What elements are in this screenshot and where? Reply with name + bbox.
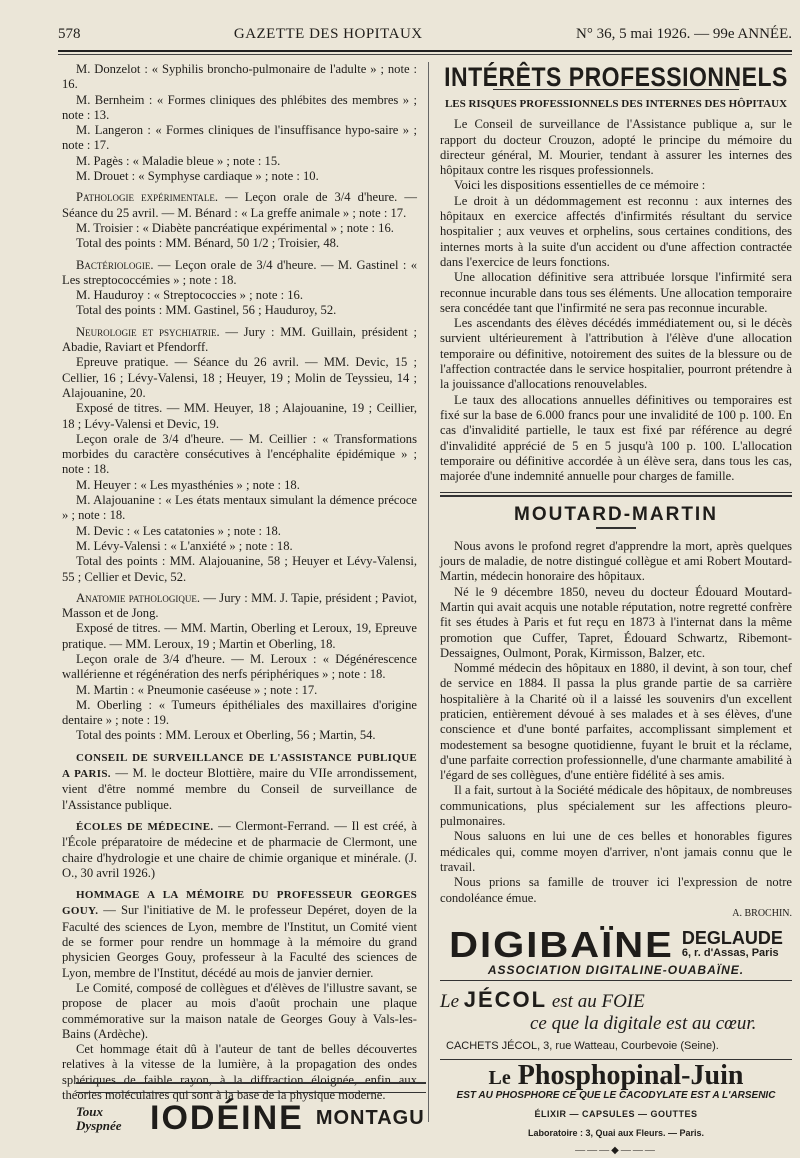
left-paragraph — [62, 154, 417, 169]
paragraph-text: Total des points : MM. Bénard, 50 1/2 ; Troisier, 48. — [76, 236, 340, 251]
paragraph-text: M. Drouet : « Symphyse cardiaque » ; note : 10. — [76, 169, 319, 184]
interets-body — [440, 117, 792, 484]
paragraph-text: M. Martin : « Pneumonie caséeuse » ; note : 17. — [76, 682, 318, 697]
left-paragraph — [62, 221, 417, 236]
jecol-tagline1: est au FOIE — [551, 991, 645, 1013]
left-paragraph — [62, 887, 417, 981]
heading-ornament — [596, 527, 636, 529]
paragraph-text: M. Hauduroy : « Streptococcies » ; note : 16. — [76, 288, 303, 303]
paragraph-text: Le Comité, composé de collègues et d'élèves de l'illustre savant, se propose de placer au mois d'août prochain une plaque commémorative sur la maison natale de Georges Gouy à Vals-les-Bains (Ardèche). — [62, 980, 417, 1041]
ornament-divider: ———◆——— — [575, 1144, 657, 1156]
paragraph-text: — Leçon orale de 3/4 d'heure. — Séance du 25 avril. — M. Bénard : « La greffe animale » ; note : 17. — [62, 190, 418, 220]
paragraph-text: — Jury : MM. Guillain, président ; Abadie, Raviart et Pfendorff. — [62, 324, 417, 355]
jecol-cachets: CACHETS JÉCOL, 3, rue Watteau, Courbevoie (Seine). — [446, 1040, 719, 1053]
paragraph-text: M. Bernheim : « Formes cliniques des phlébites des membres » ; note : 13. — [62, 92, 417, 122]
paragraph-text: M. Pagès : « Maladie bleue » ; note : 15. — [76, 153, 281, 168]
interets-subheading: LES RISQUES PROFESSIONNELS DES INTERNES DES HÔPITAUX — [444, 98, 788, 111]
paragraph-text: — Sur l'initiative de M. le professeur Depéret, doyen de la Faculté des sciences de Lyon, membre de l'Institut, un Comité vient de se former pour rendre un hommage à la mémoire du grand physicien Georges Gouy, professeur à la Faculté des sciences de Lyon, membre de l'Institut, décédé au mois de janvier dernier. — [62, 903, 417, 980]
journal-title: GAZETTE DES HOPITAUX — [233, 26, 423, 42]
left-column — [62, 62, 417, 1103]
left-paragraph — [62, 728, 417, 743]
ad-digibaine — [440, 925, 792, 981]
digibaine-company — [681, 928, 783, 961]
issue-info: N° 36, 5 mai 1926. — 99e ANNÉE. — [576, 26, 792, 42]
body-paragraph: Nous prions sa famille de trouver ici l'expression de notre condoléance émue. — [440, 875, 792, 905]
obituary-heading: MOUTARD-MARTIN — [514, 504, 718, 526]
paragraph-text: M. Lévy-Valensi : « L'anxiété » ; note : 18. — [76, 538, 293, 553]
paragraph-text: M. Devic : « Les catatonies » ; note : 18. — [76, 523, 281, 538]
right-column — [440, 62, 792, 1158]
ad-rule — [76, 1082, 426, 1084]
phos-le: Le — [488, 1066, 511, 1089]
paragraph-text: — M. le docteur Blottière, maire du VIIe arrondissement, vient d'être nommé membre du Conseil de surveillance de l'Assistance publique. — [62, 766, 417, 812]
section-lead: HOMMAGE A LA MÉMOIRE DU PROFESSEUR GEORGES GOUY. — [62, 889, 417, 918]
section-lead: Anatomie pathologique. — [76, 590, 201, 605]
left-paragraph — [62, 258, 417, 289]
left-paragraph — [62, 750, 417, 813]
paragraph-text: M. Troisier : « Diabète pancréatique expérimental » ; note : 16. — [76, 220, 394, 235]
left-paragraph — [62, 432, 417, 478]
left-paragraph — [62, 401, 417, 432]
digibaine-brand: DIGIBAÏNE — [449, 925, 674, 966]
left-paragraph — [62, 819, 417, 881]
left-paragraph — [62, 683, 417, 698]
body-paragraph: Le taux des allocations annuelles définitives ou temporaires est fixé sur la base de 6.000 francs pour une invalidité de 100 p. 100. En cas d'invalidité partielle, le taux est fixé par référence au degré d'invalidité apprécié de 5 en 5 jusqu'à 100 p. 100. L'allocation temporaire ou définitive accordée à un élève sera, dans tous les cas, majorée d'une indemnité annuelle pour charges de famille. — [440, 392, 792, 484]
paragraph-text: Exposé de titres. — MM. Heuyer, 18 ; Alajouanine, 19 ; Ceillier, 18 ; Lévy-Valensi et Devic, 19. — [62, 401, 417, 431]
paragraph-text: M. Langeron : « Formes cliniques de l'insuffisance hypo-saire » ; note : 17. — [62, 123, 417, 153]
jecol-le: Le — [440, 991, 459, 1013]
body-paragraph: Les ascendants des élèves décédés immédiatement ou, si le décès survient ultérieurement à l'attribution à l'élève d'une allocation temporaire ou définitive, notoirement des suites de la blessure ou de l'affection contractée dans le service hospitalier, pourront prétendre à la jouissance d'allocations renouvelables. — [440, 316, 792, 392]
interets-heading: INTÉRÊTS PROFESSIONNELS — [444, 61, 788, 92]
section-lead: Bactériologie. — [76, 257, 154, 272]
left-paragraph — [62, 236, 417, 251]
paragraph-text: — Leçon orale de 3/4 d'heure. — M. Gastinel : « Les streptococcémies » ; note : 18. — [62, 257, 417, 287]
body-paragraph: Il a fait, surtout à la Société médicale des hôpitaux, de nombreuses communications, plus spécialement sur les affections pleuro-pulmonaires. — [440, 783, 792, 829]
body-paragraph: Voici les dispositions essentielles de ce mémoire : — [454, 178, 706, 193]
iodeine-maker: MONTAGU — [315, 1107, 425, 1129]
digibaine-association: ASSOCIATION DIGITALINE-OUABAÏNE. — [440, 963, 792, 981]
left-paragraph — [62, 539, 417, 554]
obituary-body — [440, 539, 792, 906]
degl-name: DEGLAUDE — [681, 928, 783, 949]
obituary-signature: A. BROCHIN. — [732, 907, 792, 919]
ad-jecol — [440, 985, 792, 1054]
left-paragraph — [62, 478, 417, 493]
left-paragraph — [62, 62, 417, 93]
iodeine-left: Toux Dyspnée — [76, 1103, 122, 1133]
left-paragraph — [62, 698, 417, 729]
page-number: 578 — [58, 26, 81, 42]
section-lead: Pathologie expérimentale. — [76, 190, 218, 205]
paragraph-text: Total des points : MM. Leroux et Oberling, 56 ; Martin, 54. — [76, 728, 376, 743]
left-paragraph — [62, 621, 417, 652]
paragraph-text: — Clermont-Ferrand. — Il est créé, à l'École préparatoire de médecine et de pharmacie de Clermont, une chaire d'hydrologie et une chaire de chimie organique et minérale. (J. O., 30 avril 1926.) — [62, 818, 417, 880]
degl-address: 6, r. d'Assas, Paris — [681, 947, 779, 960]
phos-line2: ÉLIXIR — CAPSULES — GOUTTES — [534, 1109, 698, 1120]
header-rule — [58, 50, 792, 52]
left-paragraph — [62, 493, 417, 524]
left-paragraph — [62, 123, 417, 154]
phos-line1: EST AU PHOSPHORE CE QUE LE CACODYLATE EST A L'ARSENIC — [456, 1090, 776, 1102]
body-paragraph: Nous saluons en lui une de ces belles et honorables figures médicales qui, comme moyen d'arriver, n'ont jamais connu que le travail. — [440, 829, 792, 874]
paragraph-text: M. Alajouanine : « Les états mentaux simulant la démence précoce » ; note : 18. — [62, 493, 417, 523]
page-header — [58, 26, 792, 48]
section-lead: CONSEIL DE SURVEILLANCE DE L'ASSISTANCE PUBLIQUE A PARIS. — [62, 751, 417, 781]
jecol-brand: JÉCOL — [463, 987, 548, 1013]
paragraph-text: Total des points : MM. Alajouanine, 58 ; Heuyer et Lévy-Valensi, 55 ; Cellier et Devic, 52. — [62, 554, 417, 584]
body-paragraph: Né le 9 décembre 1850, neveu du docteur Édouard Moutard-Martin qui avait acquis une notable réputation, notre regretté confrère fit ses études à Paris et fut reçu en 1873 à l'internat dans la même promotion que Cuffer, Tapret, Édouard Schwartz, Ribemont-Dessaignes, Oulmont, Porak, Kirmisson, Balzer, etc. — [440, 584, 792, 660]
paragraph-text: Cet hommage était dû à l'auteur de tant de belles découvertes relatives à la vitesse de la lumière, à la propagation des ondes sphériques de faible rayon, à la diffraction éloignée, enfin aux théories moléculaires qui sont à la base de la physique moderne. — [62, 1042, 417, 1102]
left-paragraph — [62, 524, 417, 539]
ad-phosphopinal — [440, 1059, 792, 1158]
left-paragraph — [62, 591, 417, 622]
paragraph-text: Leçon orale de 3/4 d'heure. — M. Leroux : « Dégénérescence wallérienne et régénération des nerfs périphériques » ; note : 18. — [62, 651, 417, 682]
section-lead: Neurologie et psychiatrie. — [76, 324, 220, 339]
left-paragraph — [62, 981, 417, 1042]
jecol-tagline2: ce que la digitale est au cœur. — [530, 1013, 757, 1035]
section-separator-thick — [440, 495, 792, 497]
left-paragraph — [62, 303, 417, 318]
left-paragraph — [62, 554, 417, 585]
paragraph-text: Epreuve pratique. — Séance du 26 avril. — MM. Devic, 15 ; Cellier, 16 ; Lévy-Valensi, 18 ; Heuyer, 19 ; Molin de Teyssieu, 14 ; Alajouanine, 20. — [62, 355, 417, 400]
ad-iodeine — [76, 1092, 426, 1138]
left-paragraph — [62, 355, 417, 401]
paragraph-text: M. Donzelot : « Syphilis broncho-pulmonaire de l'adulte » ; note : 16. — [62, 62, 417, 92]
paragraph-text: Leçon orale de 3/4 d'heure. — M. Ceillier : « Transformations morbides du caractère consécutives à l'encéphalite épidémique » ; note : 18. — [62, 431, 417, 477]
body-paragraph: Le Conseil de surveillance de l'Assistance publique a, sur le rapport du docteur Crouzon, adopté le principe du mémoire du directeur général, M. Mourier, tendant à assurer les internes des hôpitaux contre les risques professionnels. — [440, 117, 792, 178]
left-paragraph — [62, 288, 417, 303]
body-paragraph: Une allocation définitive sera attribuée lorsque l'infirmité sera reconnue incurable dans tous ses éléments. Une allocation temporaire sera concédée tant que l'infirmité ne sera pas reconnue incurable. — [440, 270, 792, 315]
column-divider — [428, 62, 429, 1122]
body-paragraph: Nous avons le profond regret d'apprendre la mort, après quelques jours de maladie, de notre distingué collègue et ami Robert Moutard-Martin, médecin honoraire des hôpitaux. — [440, 538, 792, 584]
left-paragraph — [62, 169, 417, 184]
section-lead: ÉCOLES DE MÉDECINE. — [76, 820, 214, 833]
left-paragraph — [62, 325, 417, 356]
paragraph-text: — Jury : MM. J. Tapie, président ; Paviot, Masson et de Jong. — [62, 590, 417, 621]
left-paragraph — [62, 652, 417, 683]
paragraph-text: M. Heuyer : « Les myasthénies » ; note : 18. — [76, 477, 300, 492]
paragraph-text: Exposé de titres. — MM. Martin, Oberling et Leroux, 19, Epreuve pratique. — MM. Leroux, 19 ; Martin et Oberling, 18. — [62, 621, 417, 651]
iodeine-brand: IODÉINE — [150, 1099, 304, 1137]
header-rule-thin — [58, 54, 792, 55]
section-separator — [440, 492, 792, 493]
phos-brand: Phosphopinal-Juin — [517, 1059, 744, 1091]
left-paragraph — [62, 93, 417, 124]
body-paragraph: Le droit à un dédommagement est reconnu : aux internes des hôpitaux en exercice affectés d'infirmités résultant du service hospitalier ; aux veuves et orphelins, sous certaines conditions, des internes morts à la suite d'un accident ou d'une affection contractée dans l'exercice de leurs fonctions. — [440, 193, 792, 269]
paragraph-text: M. Oberling : « Tumeurs épithéliales des maxillaires d'origine dentaire » ; note : 19. — [62, 697, 417, 728]
paragraph-text: Total des points : MM. Gastinel, 56 ; Hauduroy, 52. — [76, 303, 337, 318]
left-paragraph — [62, 190, 417, 221]
phos-line3: Laboratoire : 3, Quai aux Fleurs. — Paris. — [527, 1127, 705, 1138]
body-paragraph: Nommé médecin des hôpitaux en 1880, il devint, à son tour, chef de service en 1884. Il passa la plus grande partie de sa carrière hospitalière à la Charité où il a laissé les souvenirs d'un excellent praticien, entièrement dévoué à ses malades et à ses élèves, d'une conscience et d'une bonté parfaites, accomplissant simplement et modestement sa besogne quotidienne, fuyant le bruit et la réclame, d'une parfaite correction professionnelle, d'une charmante amabilité à l'égard de ses collègues, d'une entière fidélité à ses amis. — [440, 661, 792, 783]
